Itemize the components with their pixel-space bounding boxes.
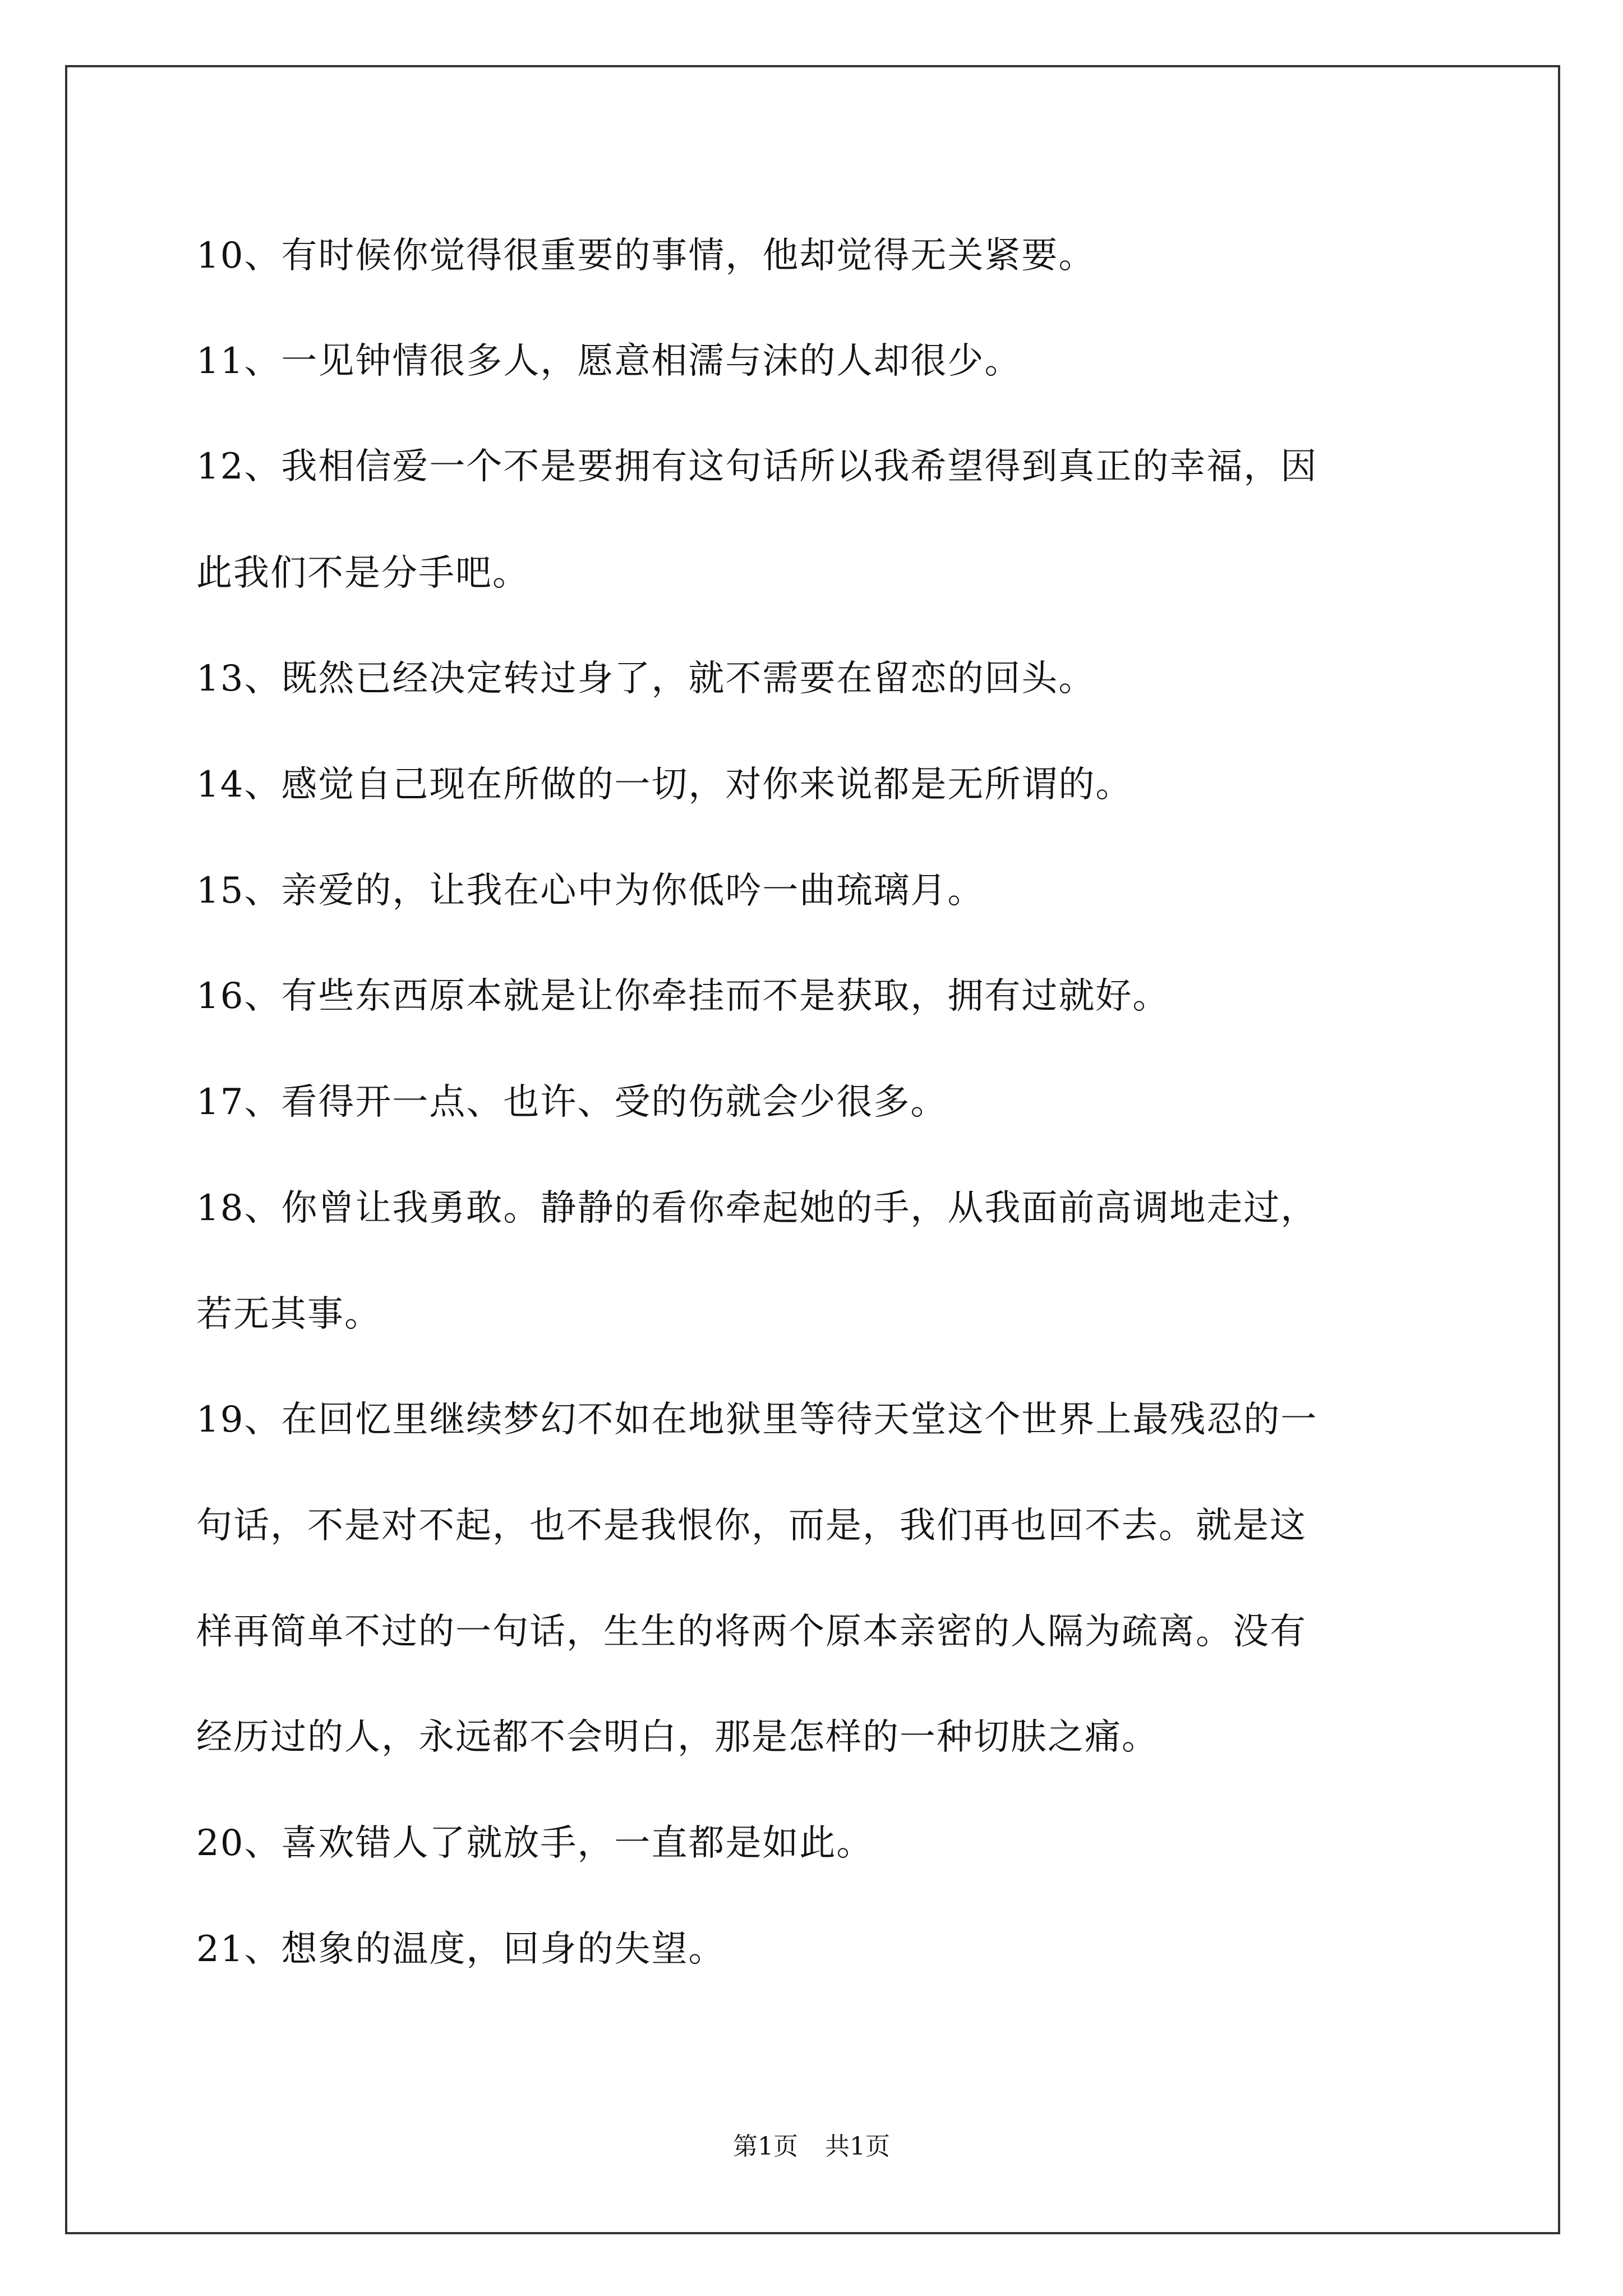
text-line: 20、喜欢错人了就放手，一直都是如此。 (196, 1823, 874, 1864)
text-line: 12、我相信爱一个不是要拥有这句话所以我希望得到真正的幸福，因 (196, 446, 1318, 487)
page-border (65, 65, 1560, 2234)
text-line: 19、在回忆里继续梦幻不如在地狱里等待天堂这个世界上最残忍的一 (196, 1399, 1318, 1441)
text-line: 若无其事。 (196, 1294, 381, 1335)
text-line: 经历过的人，永远都不会明白，那是怎样的一种切肤之痛。 (196, 1717, 1159, 1758)
text-line: 17、看得开一点、也许、受的伤就会少很多。 (196, 1082, 948, 1123)
text-line: 15、亲爱的，让我在心中为你低吟一曲琉璃月。 (196, 870, 985, 912)
text-line: 21、想象的温度，回身的失望。 (196, 1929, 726, 1970)
page-number: 第1页 (733, 2132, 798, 2161)
text-line: 句话，不是对不起，也不是我恨你，而是，我们再也回不去。就是这 (196, 1505, 1307, 1547)
text-line: 18、你曾让我勇敢。静静的看你牵起她的手，从我面前高调地走过， (196, 1188, 1318, 1229)
text-line: 样再简单不过的一句话，生生的将两个原本亲密的人隔为疏离。没有 (196, 1611, 1307, 1653)
text-line: 此我们不是分手吧。 (196, 553, 529, 594)
text-line: 11、一见钟情很多人，愿意相濡与沫的人却很少。 (196, 341, 1022, 382)
text-line: 13、既然已经决定转过身了，就不需要在留恋的回头。 (196, 658, 1096, 700)
page-footer (0, 2134, 1623, 2159)
text-line: 10、有时候你觉得很重要的事情，他却觉得无关紧要。 (196, 235, 1096, 277)
text-line: 16、有些东西原本就是让你牵挂而不是获取，拥有过就好。 (196, 976, 1170, 1017)
text-line: 14、感觉自己现在所做的一切，对你来说都是无所谓的。 (196, 764, 1133, 806)
page-total: 共1页 (825, 2132, 890, 2161)
